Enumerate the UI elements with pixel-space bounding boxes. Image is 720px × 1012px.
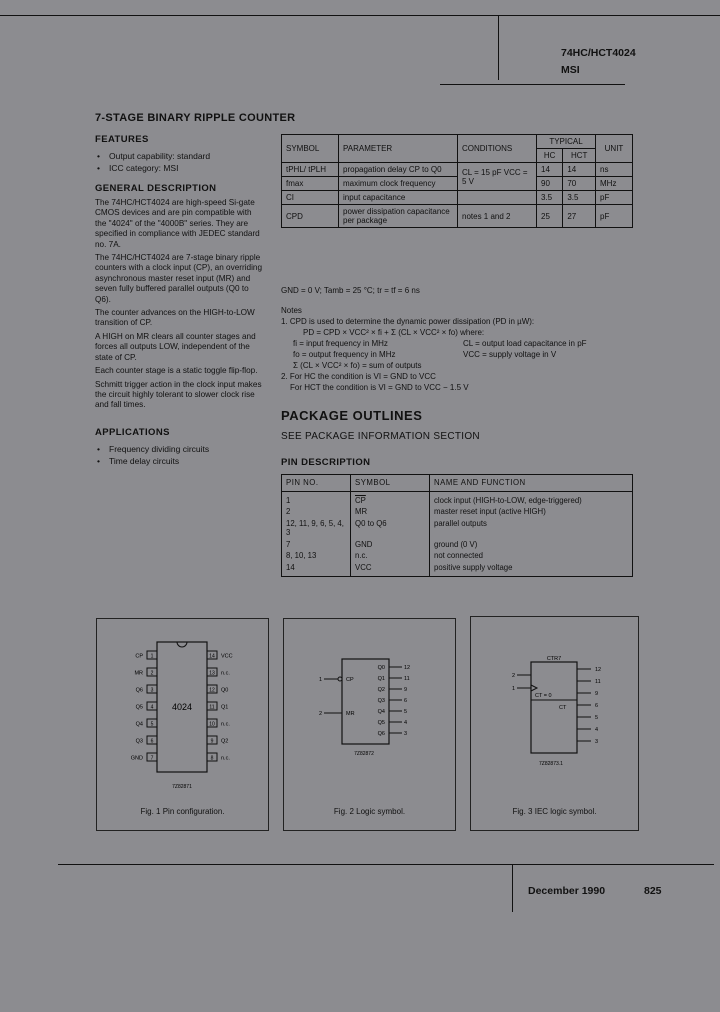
cell: MR bbox=[351, 506, 430, 518]
pin-number: 12 bbox=[209, 687, 215, 694]
pin-number: 4 bbox=[150, 704, 154, 711]
pin-label: n.c. bbox=[221, 670, 230, 677]
cell: 14 bbox=[563, 163, 596, 177]
notes-heading: Notes bbox=[281, 306, 302, 315]
output-number: 11 bbox=[404, 676, 410, 682]
general-paragraph: The 74HC/HCT4024 are 7-stage binary ripple counters with a clock input (CP), an overriding asynchronous master reset input (MR) and seven fully buffered parallel outputs (Q0 to Q6). bbox=[95, 253, 263, 304]
col-conditions: CONDITIONS bbox=[458, 135, 537, 163]
general-paragraph: The counter advances on the HIGH-to-LOW transition of CP. bbox=[95, 308, 255, 328]
col-pin-no: PIN NO. bbox=[282, 475, 351, 492]
figure-caption: Fig. 1 Pin configuration. bbox=[140, 807, 225, 816]
def-item: fi = input frequency in MHz bbox=[293, 339, 388, 348]
col-parameter: PARAMETER bbox=[339, 135, 458, 163]
cell: 3.5 bbox=[563, 191, 596, 205]
output-number: 5 bbox=[595, 715, 599, 721]
pin-description-heading: PIN DESCRIPTION bbox=[281, 457, 371, 468]
pin-config-diagram bbox=[97, 619, 268, 830]
applications-list bbox=[95, 443, 275, 467]
pin-label: Q5 bbox=[135, 704, 143, 711]
col-hct: HCT bbox=[563, 149, 596, 163]
footer-rule-vertical bbox=[512, 864, 513, 912]
cell: not connected bbox=[430, 550, 633, 562]
general-paragraph: Each counter stage is a static toggle flip-flop. bbox=[95, 366, 258, 376]
list-item: • Time delay circuits bbox=[95, 455, 275, 467]
cell: 3.5 bbox=[537, 191, 563, 205]
output-label: Q4 bbox=[377, 709, 385, 715]
cell: 12, 11, 9, 6, 5, 4, 3 bbox=[282, 518, 351, 539]
pin-number: 6 bbox=[150, 738, 154, 745]
table-row bbox=[282, 539, 633, 551]
cell: tPHL/ tPLH bbox=[282, 163, 339, 177]
pin-label: Q1 bbox=[221, 704, 229, 711]
output-label: Q2 bbox=[377, 687, 385, 693]
col-pin-symbol: SYMBOL bbox=[351, 475, 430, 492]
cell: power dissipation capacitance per package bbox=[339, 205, 458, 228]
input-label: CP bbox=[346, 677, 354, 683]
header-rule-top bbox=[0, 15, 720, 16]
output-number: 9 bbox=[404, 687, 408, 693]
cell: 25 bbox=[537, 205, 563, 228]
cell: 14 bbox=[537, 163, 563, 177]
defs-left bbox=[293, 338, 463, 371]
note-defs bbox=[281, 338, 631, 371]
cell: maximum clock frequency bbox=[339, 177, 458, 191]
input-label: MR bbox=[346, 711, 355, 717]
pin-label: Q3 bbox=[135, 738, 143, 745]
table-row bbox=[282, 518, 633, 539]
output-number: 12 bbox=[404, 665, 411, 671]
pin-label: GND bbox=[130, 755, 143, 762]
output-label: Q5 bbox=[377, 720, 385, 726]
figure-pin-configuration bbox=[96, 618, 269, 831]
footer-rule bbox=[58, 864, 714, 865]
input-number: 1 bbox=[511, 686, 515, 692]
figure-code: 7Z82872 bbox=[354, 751, 374, 757]
output-number: 5 bbox=[404, 709, 408, 715]
note-2a: 2. For HC the condition is VI = GND to VCC bbox=[281, 372, 436, 381]
list-item: • Frequency dividing circuits bbox=[95, 443, 275, 455]
note-2b: For HCT the condition is VI = GND to VCC − 1.5 V bbox=[290, 383, 469, 392]
chip-notch bbox=[177, 642, 187, 647]
cell: 90 bbox=[537, 177, 563, 191]
cell: n.c. bbox=[351, 550, 430, 562]
output-number: 6 bbox=[404, 698, 408, 704]
page-title: 7-STAGE BINARY RIPPLE COUNTER bbox=[95, 112, 296, 124]
input-number: 2 bbox=[511, 673, 515, 679]
output-number: 11 bbox=[595, 679, 601, 685]
cell: positive supply voltage bbox=[430, 562, 633, 577]
iec-label: CTR7 bbox=[546, 656, 562, 662]
table-row bbox=[282, 491, 633, 506]
output-number: 12 bbox=[595, 667, 602, 673]
pin-label: CP bbox=[135, 653, 143, 660]
cell: clock input (HIGH-to-LOW, edge-triggered) bbox=[430, 491, 633, 506]
figure-code: 7Z82873.1 bbox=[539, 761, 563, 767]
table-row bbox=[282, 177, 633, 191]
cell: 1 bbox=[282, 491, 351, 506]
figure-iec-symbol bbox=[470, 616, 639, 831]
table-row bbox=[282, 191, 633, 205]
header-rule-bottom bbox=[440, 84, 625, 85]
features-heading: FEATURES bbox=[95, 134, 149, 145]
iec-ct: CT bbox=[559, 705, 567, 711]
output-number: 4 bbox=[404, 720, 408, 726]
pin-number: 1 bbox=[150, 653, 154, 660]
output-label: Q6 bbox=[377, 731, 385, 737]
cell: 8, 10, 13 bbox=[282, 550, 351, 562]
table-row bbox=[282, 562, 633, 577]
pin-label: n.c. bbox=[221, 721, 230, 728]
iec-ct0: CT = 0 bbox=[535, 693, 552, 699]
general-paragraph: A HIGH on MR clears all counter stages and forces all outputs LOW, independent of the state of CP. bbox=[95, 331, 256, 362]
footer-date: December 1990 bbox=[528, 885, 606, 897]
col-pin-function: NAME AND FUNCTION bbox=[430, 475, 633, 492]
inversion-bubble bbox=[338, 677, 342, 681]
chip-label: 4024 bbox=[171, 702, 193, 712]
cell: 70 bbox=[563, 177, 596, 191]
table-row bbox=[282, 163, 633, 177]
iec-symbol-diagram bbox=[471, 617, 638, 830]
logic-pin-group bbox=[319, 665, 410, 737]
general-paragraph: The 74HC/HCT4024 are high-speed Si-gate CMOS devices and are pin compatible with the "4024" of the "4000B" series. They are specified in compliance with JEDEC standard no. 7A. bbox=[95, 198, 260, 249]
cell: CL = 15 pF VCC = 5 V bbox=[458, 163, 537, 191]
col-typical: TYPICAL bbox=[537, 135, 596, 149]
pin-label: n.c. bbox=[221, 755, 230, 762]
pin-label: MR bbox=[134, 670, 143, 677]
conditions-line: GND = 0 V; Tamb = 25 °C; tr = tf = 6 ns bbox=[281, 286, 420, 295]
output-number: 3 bbox=[404, 731, 408, 737]
cell: CI bbox=[282, 191, 339, 205]
pin-number: 8 bbox=[210, 755, 214, 762]
cell: Q0 to Q6 bbox=[351, 518, 430, 539]
figure-code: 7Z82871 bbox=[172, 784, 192, 790]
cell: pF bbox=[596, 191, 633, 205]
cell: 2 bbox=[282, 506, 351, 518]
output-label: Q0 bbox=[377, 665, 385, 671]
def-item: CL = output load capacitance in pF bbox=[463, 339, 587, 348]
def-item: fo = output frequency in MHz bbox=[293, 350, 396, 359]
def-item: Σ (CL × VCC² × fo) = sum of outputs bbox=[293, 361, 422, 370]
output-number: 3 bbox=[595, 739, 599, 745]
cell: input capacitance bbox=[339, 191, 458, 205]
note-1: 1. CPD is used to determine the dynamic power dissipation (PD in µW): bbox=[281, 317, 535, 326]
table-row bbox=[282, 205, 633, 228]
pin-label: Q6 bbox=[135, 687, 143, 694]
pin-number: 14 bbox=[209, 653, 215, 660]
cell: notes 1 and 2 bbox=[458, 205, 537, 228]
pin-table bbox=[281, 474, 633, 577]
cell: $\overline{CP}$ bbox=[351, 491, 430, 506]
cell: GND bbox=[351, 539, 430, 551]
figure-logic-symbol bbox=[283, 618, 456, 831]
note-formula: PD = CPD × VCC² × fi + Σ (CL × VCC² × fo) where: bbox=[303, 328, 485, 337]
pin-number: 5 bbox=[150, 721, 154, 728]
pin-number: 9 bbox=[210, 738, 214, 745]
pin-number: 7 bbox=[150, 755, 154, 762]
list-item: • Output capability: standard bbox=[95, 150, 275, 162]
col-unit: UNIT bbox=[596, 135, 633, 163]
logic-symbol-diagram bbox=[284, 619, 455, 830]
pin-number: 3 bbox=[150, 687, 154, 694]
cell: CPD bbox=[282, 205, 339, 228]
output-number: 9 bbox=[595, 691, 599, 697]
notes-block bbox=[281, 305, 631, 393]
cell: parallel outputs bbox=[430, 518, 633, 539]
general-paragraph: Schmitt trigger action in the clock input makes the circuit highly tolerant to slower clock rise and fall times. bbox=[95, 379, 262, 410]
left-column bbox=[95, 134, 275, 467]
pin-number: 10 bbox=[209, 721, 215, 728]
cell: MHz bbox=[596, 177, 633, 191]
output-number: 4 bbox=[595, 727, 599, 733]
clock-edge-icon bbox=[531, 685, 537, 691]
header-rule-vertical bbox=[498, 15, 499, 80]
pin-label: Q4 bbox=[135, 721, 143, 728]
cell: master reset input (active HIGH) bbox=[430, 506, 633, 518]
cell: ns bbox=[596, 163, 633, 177]
pin-label: VCC bbox=[221, 653, 233, 660]
part-category: MSI bbox=[561, 64, 580, 76]
cell: 7 bbox=[282, 539, 351, 551]
pin-label: Q2 bbox=[221, 738, 229, 745]
iec-box bbox=[531, 662, 577, 753]
table-row bbox=[282, 550, 633, 562]
cell: 27 bbox=[563, 205, 596, 228]
input-number: 1 bbox=[318, 677, 322, 683]
pin-number: 11 bbox=[209, 704, 215, 711]
cell bbox=[458, 191, 537, 205]
page-number: 825 bbox=[644, 885, 662, 897]
list-item: • ICC category: MSI bbox=[95, 162, 275, 174]
part-number: 74HC/HCT4024 bbox=[561, 47, 636, 59]
col-symbol: SYMBOL bbox=[282, 135, 339, 163]
applications-heading: APPLICATIONS bbox=[95, 426, 170, 438]
defs-right bbox=[463, 338, 587, 371]
pin-number: 13 bbox=[209, 670, 215, 677]
cell: propagation delay CP to Q0 bbox=[339, 163, 458, 177]
figure-caption: Fig. 2 Logic symbol. bbox=[333, 807, 406, 816]
output-number: 6 bbox=[595, 703, 599, 709]
spec-table bbox=[281, 134, 633, 228]
table-row bbox=[282, 506, 633, 518]
figure-caption: Fig. 3 IEC logic symbol. bbox=[512, 807, 597, 816]
package-heading: PACKAGE OUTLINES bbox=[281, 408, 423, 423]
def-item: VCC = supply voltage in V bbox=[463, 350, 557, 359]
cell: 14 bbox=[282, 562, 351, 577]
features-list bbox=[95, 150, 275, 174]
pin-number: 2 bbox=[150, 670, 154, 677]
output-label: Q3 bbox=[377, 698, 385, 704]
output-label: Q1 bbox=[377, 676, 385, 682]
cell: fmax bbox=[282, 177, 339, 191]
cell: pF bbox=[596, 205, 633, 228]
general-heading: GENERAL DESCRIPTION bbox=[95, 183, 217, 194]
package-sub: SEE PACKAGE INFORMATION SECTION bbox=[281, 431, 480, 442]
pin-label: Q0 bbox=[221, 687, 229, 694]
col-hc: HC bbox=[537, 149, 563, 163]
iec-pin-group bbox=[512, 667, 601, 745]
cell: VCC bbox=[351, 562, 430, 577]
input-number: 2 bbox=[318, 711, 322, 717]
cell: ground (0 V) bbox=[430, 539, 633, 551]
